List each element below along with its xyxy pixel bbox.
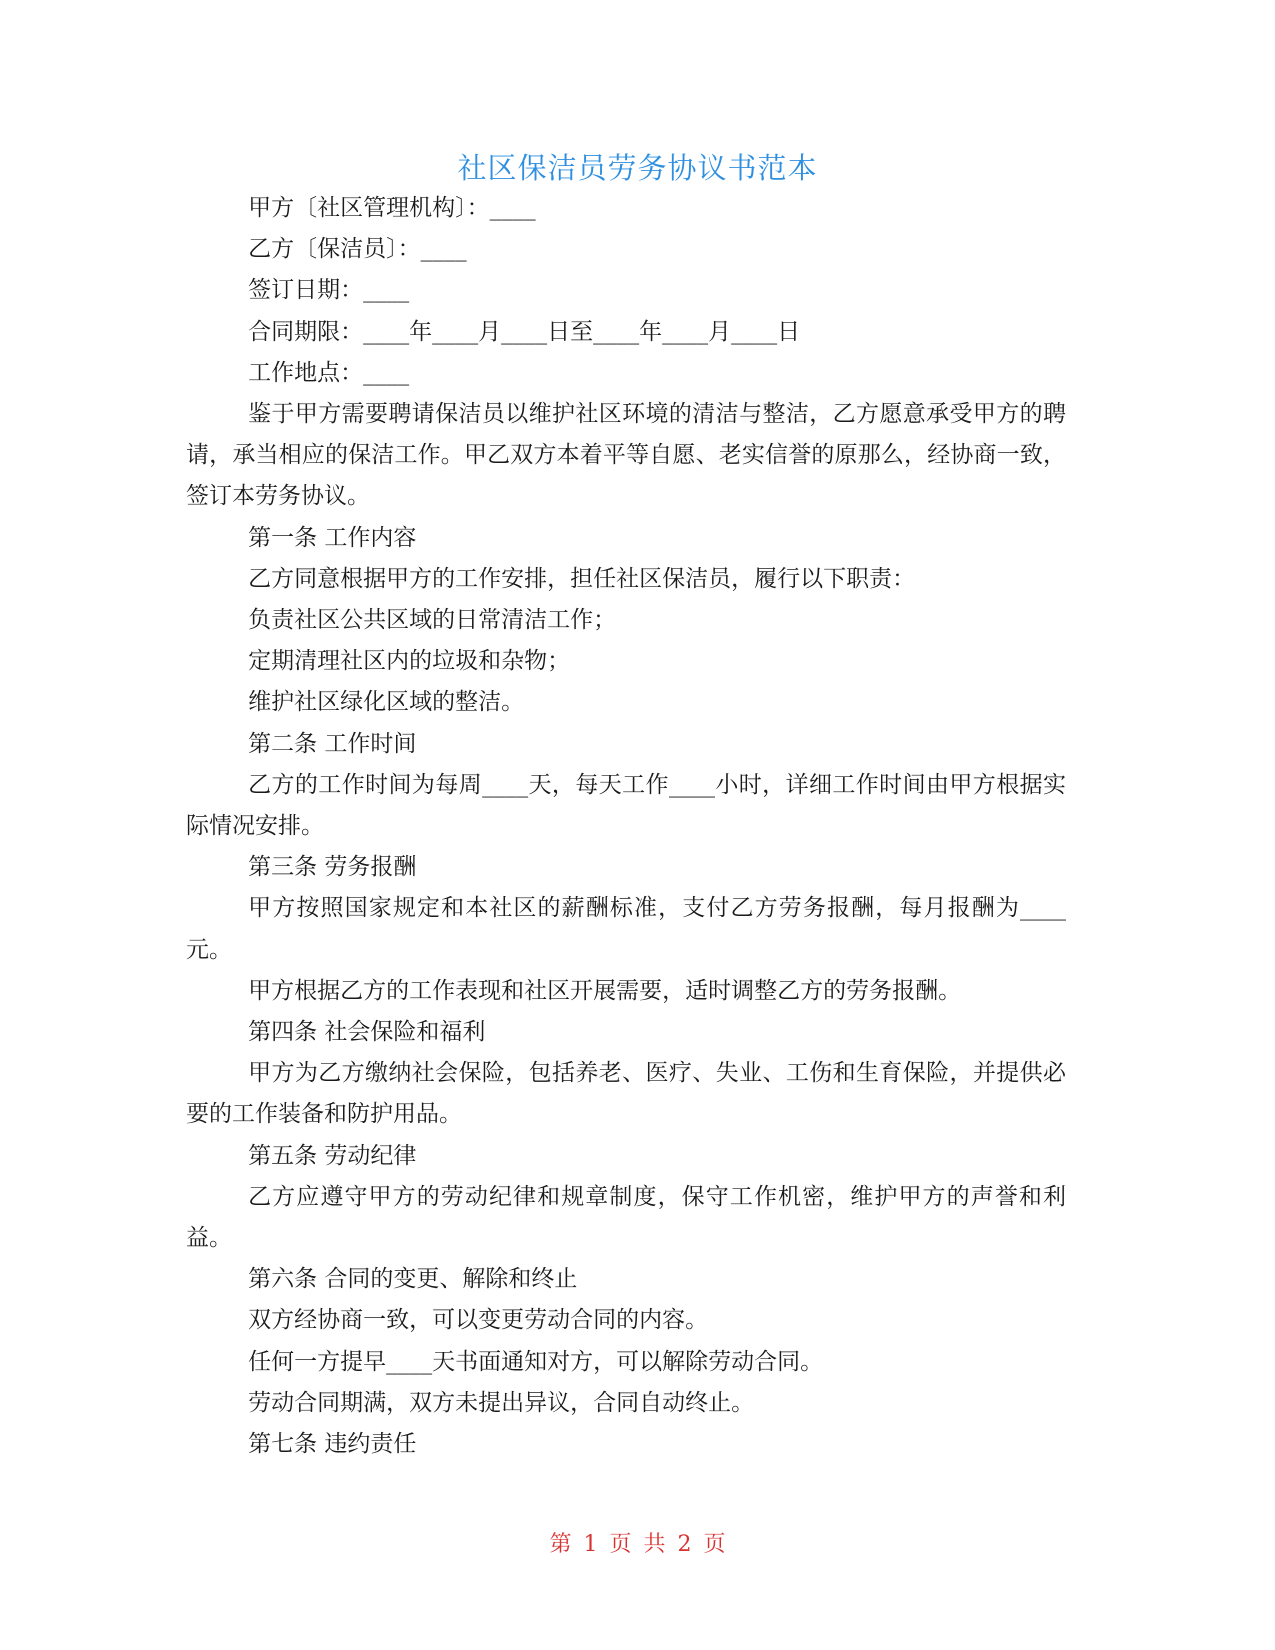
paragraph: 乙方的工作时间为每周____天，每天工作____小时，详细工作时间由甲方根据实际情况安排。 xyxy=(186,771,1066,840)
footer-current-page: 1 xyxy=(583,1532,598,1557)
article-heading: 第三条 劳务报酬 xyxy=(248,854,417,881)
article-heading: 第四条 社会保险和福利 xyxy=(248,1019,486,1046)
party-b-line: 乙方〔保洁员〕：____ xyxy=(248,236,467,263)
article-heading: 第六条 合同的变更、解除和终止 xyxy=(248,1266,578,1293)
list-item: 负责社区公共区域的日常清洁工作； xyxy=(248,607,617,634)
list-item: 双方经协商一致，可以变更劳动合同的内容。 xyxy=(248,1307,709,1334)
article-heading: 第七条 违约责任 xyxy=(248,1431,417,1458)
footer-total-unit: 页 xyxy=(703,1532,726,1557)
party-a-line: 甲方〔社区管理机构〕：____ xyxy=(248,195,536,221)
work-location-line: 工作地点：____ xyxy=(248,359,410,386)
list-item: 定期清理社区内的垃圾和杂物； xyxy=(248,648,571,675)
list-item: 劳动合同期满，双方未提出异议，合同自动终止。 xyxy=(248,1389,755,1416)
document-title: 社区保洁员劳务协议书范本 xyxy=(457,151,818,185)
paragraph: 甲方为乙方缴纳社会保险，包括养老、医疗、失业、工伤和生育保险，并提供必要的工作装备和防护用品。 xyxy=(186,1060,1066,1128)
paragraph: 乙方同意根据甲方的工作安排，担任社区保洁员，履行以下职责： xyxy=(248,565,916,592)
list-item: 维护社区绿化区域的整洁。 xyxy=(248,689,525,716)
paragraph: 甲方按照国家规定和本社区的薪酬标准，支付乙方劳务报酬，每月报酬为____元。 xyxy=(186,895,1066,963)
article-heading: 第二条 工作时间 xyxy=(248,730,417,757)
contract-term-line: 合同期限：____年____月____日至____年____月____日 xyxy=(248,318,801,345)
footer-total-pages: 2 xyxy=(677,1532,692,1557)
document-body xyxy=(186,188,1066,1465)
paragraph: 乙方应遵守甲方的劳动纪律和规章制度，保守工作机密，维护甲方的声誉和利益。 xyxy=(186,1183,1066,1252)
footer-total-prefix: 共 xyxy=(643,1532,666,1557)
page-footer xyxy=(0,1530,1275,1560)
article-heading: 第五条 劳动纪律 xyxy=(248,1142,417,1169)
paragraph: 甲方根据乙方的工作表现和社区开展需要，适时调整乙方的劳务报酬。 xyxy=(248,977,962,1004)
footer-page-unit: 页 xyxy=(609,1532,632,1557)
preamble-paragraph: 鉴于甲方需要聘请保洁员以维护社区环境的清洁与整洁，乙方愿意承受甲方的聘请，承当相应的保洁工作。甲乙双方本着平等自愿、老实信誉的原那么，经协商一致，签订本劳务协议。 xyxy=(186,401,1066,510)
signing-date-line: 签订日期：____ xyxy=(248,277,410,304)
footer-prefix: 第 xyxy=(549,1532,572,1557)
article-heading: 第一条 工作内容 xyxy=(248,524,417,551)
list-item: 任何一方提早____天书面通知对方，可以解除劳动合同。 xyxy=(248,1348,824,1375)
